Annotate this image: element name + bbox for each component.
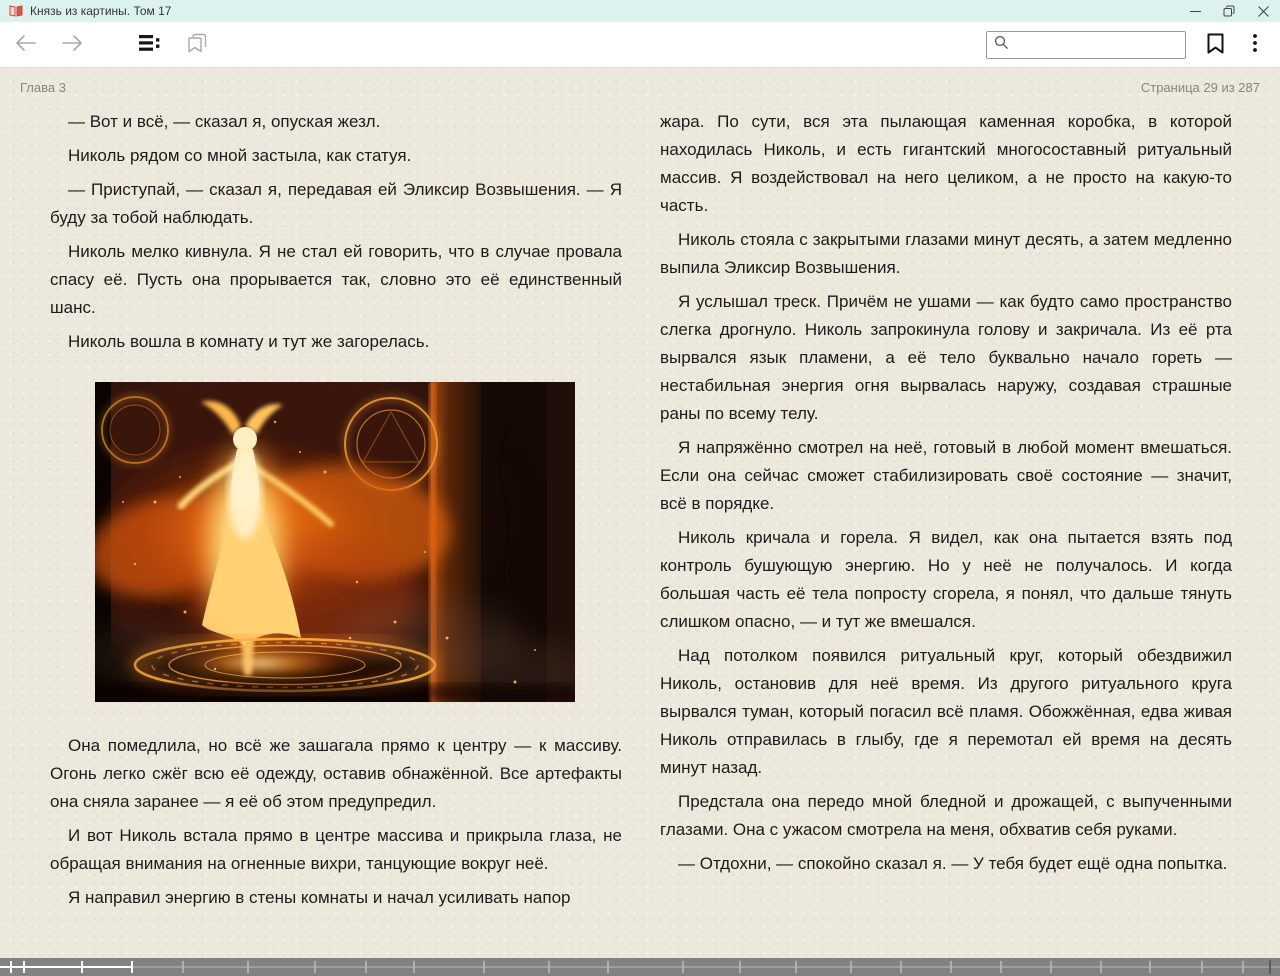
paragraph: Я направил энергию в стены комнаты и начал усиливать напор [68,888,571,907]
paragraph: Предстала она передо мной бледной и дрожащей, с выпученными глазами. Она с ужасом смотрела на меня, обхватив себя руками. [660,792,1232,839]
chapter-tick [247,961,249,973]
chapter-tick [413,961,415,973]
illustration-image [95,382,575,702]
paragraph: — Приступай, — сказал я, передавая ей Эликсир Возвышения. — Я буду за тобой наблюдать. [50,180,622,227]
left-column [50,108,622,918]
chapter-tick [1201,961,1203,973]
paragraph: Николь вошла в комнату и тут же загорелась. [68,332,430,351]
chapter-tick [1149,961,1151,973]
bookmarks-list-button[interactable] [180,28,214,62]
chapter-tick [81,961,83,973]
stacked-bookmarks-icon [187,33,207,56]
progress-track [0,966,1280,968]
chapter-tick [900,961,902,973]
page-header [0,69,1280,95]
chapter-tick [682,961,684,973]
table-of-contents-button[interactable] [132,28,166,62]
chapter-tick [1242,961,1244,973]
paragraph: Она помедлила, но всё же зашагала прямо к центру — к массиву. Огонь легко сжёг всю её одежду, оставив обнажённой. Все артефакты она сняла заранее — я её об этом предупредил. [50,736,622,811]
back-arrow-icon [14,34,36,55]
progress-end-marker [1269,960,1271,974]
progress-fill [0,966,131,968]
minimize-button[interactable] [1178,0,1212,22]
bookmark-icon [1207,33,1224,57]
restore-icon [1223,5,1235,17]
close-icon [1258,6,1269,17]
paragraph: Николь стояла с закрытыми глазами минут десять, а затем медленно выпила Эликсир Возвышения. [660,230,1232,277]
search-icon [987,35,1013,55]
minimize-icon [1190,6,1201,17]
chapter-tick [548,961,550,973]
paragraph: Я услышал треск. Причём не ушами — как будто само пространство слегка дрогнуло. Николь запрокинула голову и закричала. Из её рта вырвался язык пламени, а её тело буквально начало гореть — нестабильная энергия огня вырвалась наружу, создавая страшные раны по всему телу. [660,292,1232,423]
illustration-woman-on-fire [95,382,575,702]
chapter-tick [365,961,367,973]
reading-area [0,69,1280,958]
left-column-top [50,108,622,356]
chapter-tick [23,961,25,973]
search-input[interactable] [1013,33,1185,57]
chapter-tick [850,961,852,973]
chapter-tick [483,961,485,973]
forward-arrow-icon [62,34,84,55]
paragraph: Я напряжённо смотрел на неё, готовый в любой момент вмешаться. Если она сейчас сможет стабилизировать своё состояние — значит, всё в порядке. [660,438,1232,513]
chapter-tick [182,961,184,973]
chapter-tick [795,961,797,973]
chapter-tick [1000,961,1002,973]
chapter-tick [1050,961,1052,973]
window-title: Князь из картины. Том 17 [30,4,172,18]
text-columns [0,95,1280,918]
chapter-tick [739,961,741,973]
paragraph: И вот Николь встала прямо в центре массива и прикрыла глаза, не обращая внимания на огненные вихри, танцующие вокруг неё. [50,826,622,873]
chapter-tick [607,961,609,973]
title-bar [0,0,1280,22]
restore-button[interactable] [1212,0,1246,22]
right-column-paragraphs [660,226,1232,878]
forward-button[interactable] [56,28,90,62]
chapter-tick [1100,961,1102,973]
paragraph-continuation: жара. По сути, вся эта пылающая каменная коробка, в которой находилась Николь, и есть гигантский многосоставный ритуальный массив. Я воздействовал на него целиком, а не просто на какую-то часть. [660,112,1232,215]
paragraph: — Вот и всё, — сказал я, опуская жезл. [68,112,381,131]
paragraph: Николь мелко кивнула. Я не стал ей говорить, что в случае провала спасу её. Пусть она прорывается так, словно это её единственный шанс. [50,242,622,317]
contents-icon [139,35,160,54]
left-column-bottom [50,732,622,912]
chapter-label: Глава 3 [20,80,66,95]
book-progress-bar[interactable] [0,958,1280,976]
chapter-tick [314,961,316,973]
back-button[interactable] [8,28,42,62]
right-column [660,108,1232,918]
paragraph: — Отдохни, — спокойно сказал я. — У тебя будет ещё одна попытка. [678,854,1228,873]
toolbar [0,22,1280,68]
app-book-icon [9,5,23,17]
search-box[interactable] [986,31,1186,59]
close-button[interactable] [1246,0,1280,22]
ellipsis-icon [1253,34,1257,55]
chapter-tick [950,961,952,973]
paragraph: Николь рядом со мной застыла, как статуя. [68,146,412,165]
more-options-button[interactable] [1240,28,1270,62]
add-bookmark-button[interactable] [1198,28,1232,62]
chapter-tick [10,961,12,973]
paragraph: Николь кричала и горела. Я видел, как она пытается взять под контроль бушующую энергию. Но у неё не получалось. И когда большая часть её тела попросту сгорела, я понял, что дальше тянуть слишком опасно, — и тут же вмешался. [660,528,1232,631]
chapter-tick [131,961,133,973]
paragraph: Над потолком появился ритуальный круг, который обездвижил Николь, остановив для неё время. Из другого ритуального круга вырвался туман, который погасил всё пламя. Обожжённая, едва живая Николь отправилась в глыбу, где я перемотал ей время на десять минут назад. [660,646,1232,777]
page-number-label: Страница 29 из 287 [1140,80,1260,95]
